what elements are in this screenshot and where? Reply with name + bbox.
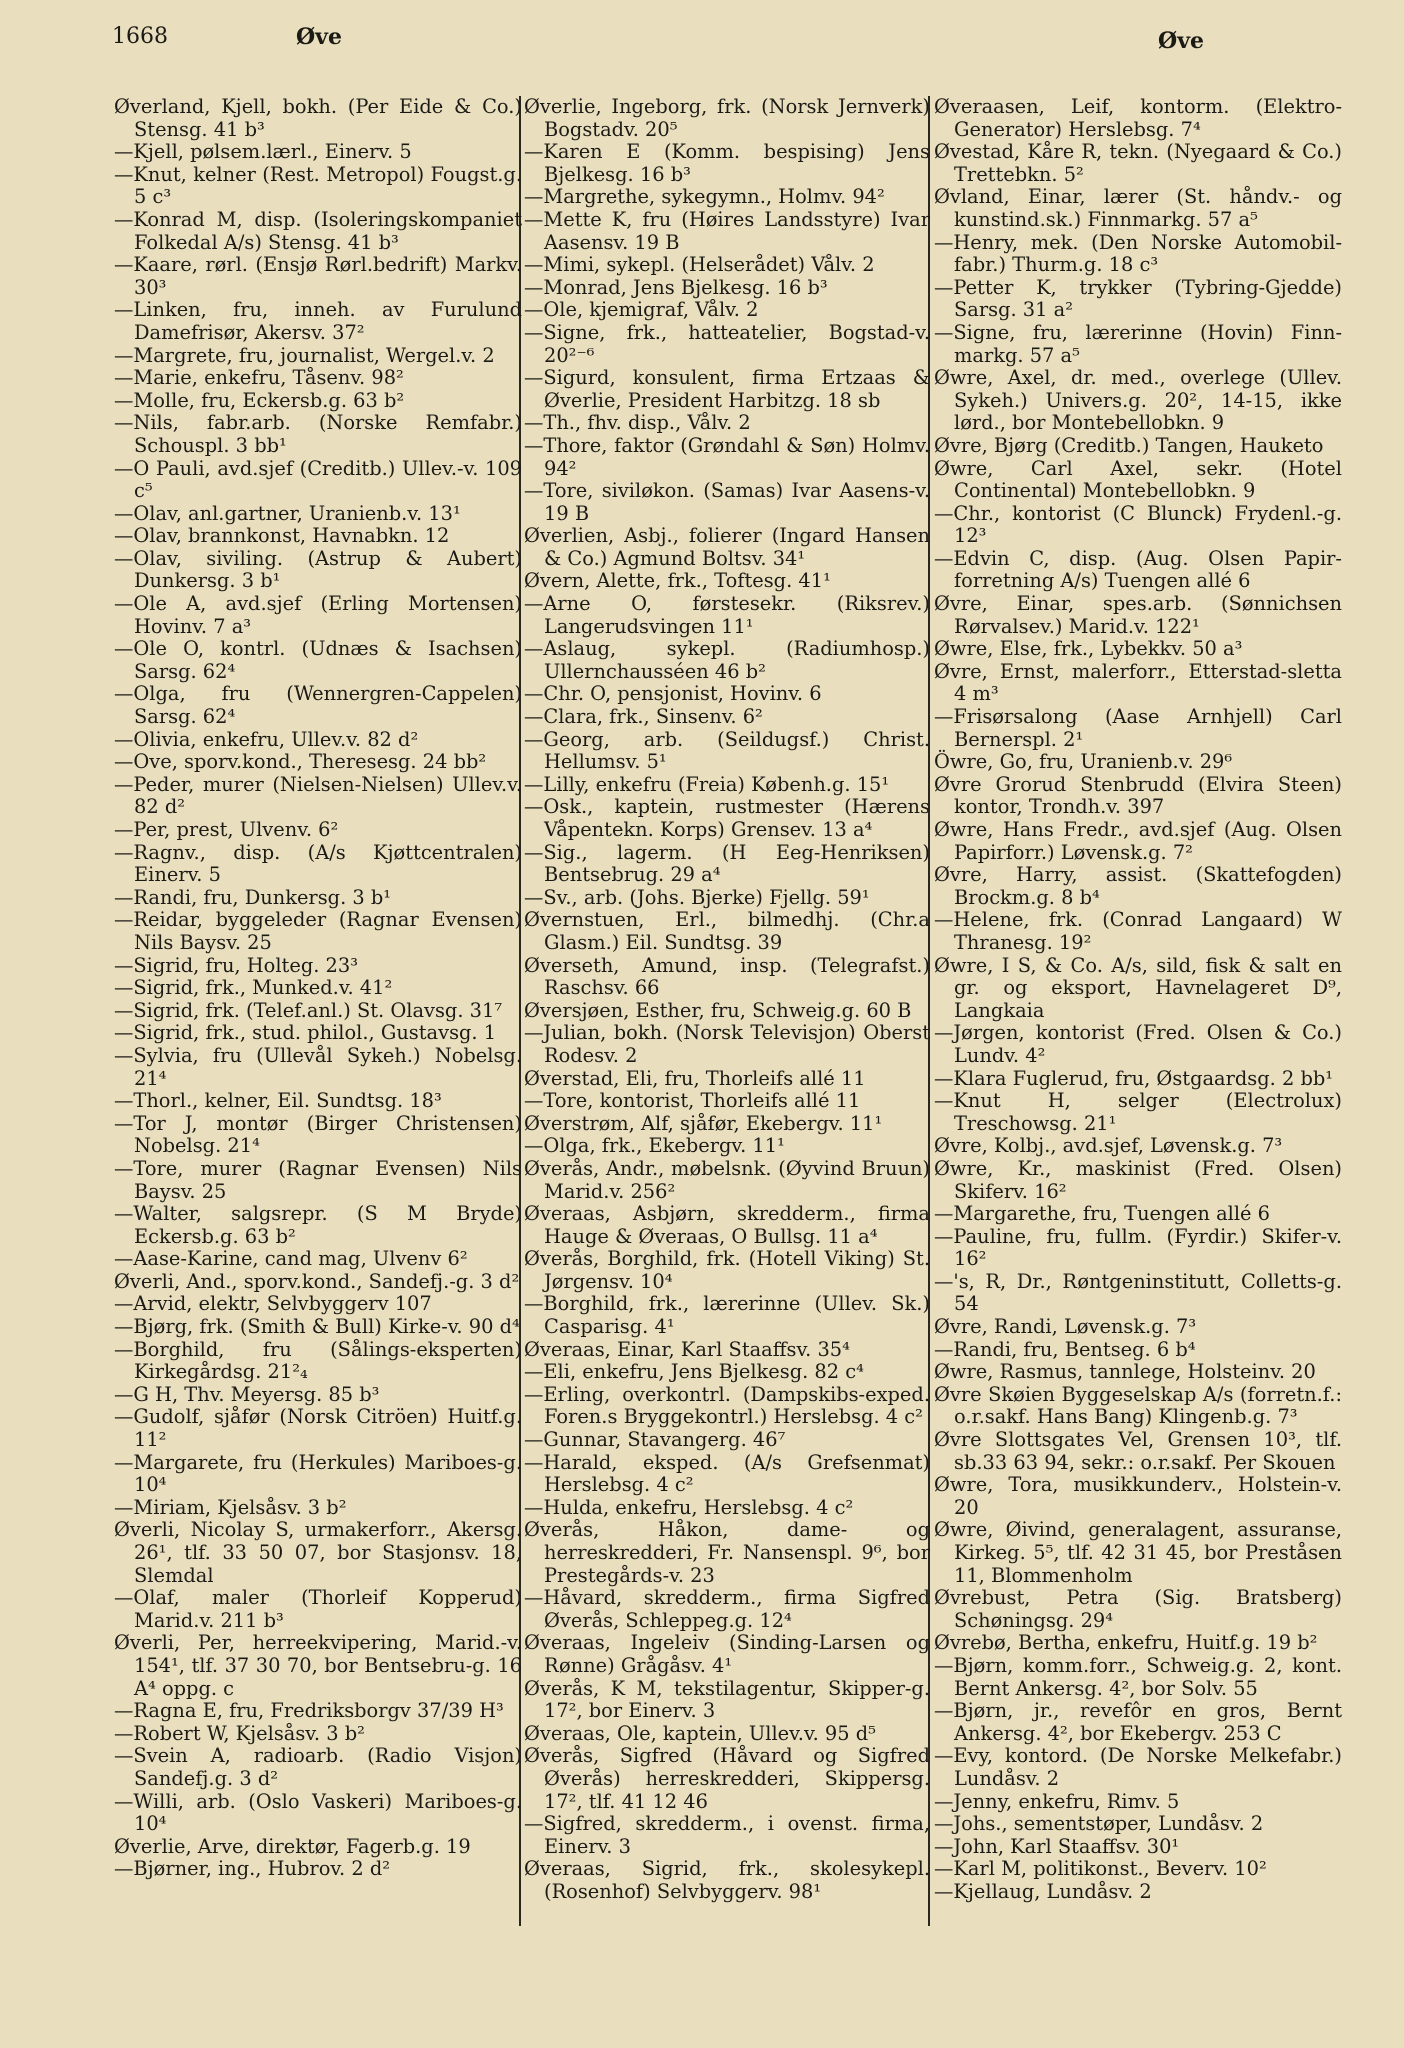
directory-entry: Øvre, Ernst, malerforr., Etterstad-sletta 4 m³ [934,659,1342,706]
directory-entry: Øveraas, Einar, Karl Staaffsv. 35⁴ [524,1337,850,1361]
directory-entry: —Sigrid, fru, Holteg. 23³ [114,953,359,977]
directory-entry: —Nils, fabr.arb. (Norske Remfabr.) Schouspl. 3 bb¹ [114,411,522,457]
directory-entry: —Mette K, fru (Høires Landsstyre) Ivar Aasensv. 19 B [524,207,930,254]
directory-entry: —Osk., kaptein, rustmester (Hærens Våpentekn. Korps) Grensev. 13 a⁴ [524,795,930,841]
directory-entry: —Sigfred, skredderm., i ovenst. firma, Einerv. 3 [524,1812,930,1858]
directory-entry: —Marie, enkefru, Tåsenv. 98² [114,366,404,390]
directory-entry: Øvestad, Kåre R, tekn. (Nyegaard & Co.) Trettebkn. 5² [934,140,1342,186]
directory-entry: —Hulda, enkefru, Herslebsg. 4 c² [524,1495,854,1519]
directory-entry: —Sigrid, frk., Munked.v. 41² [114,976,393,1000]
directory-entry: Øvre Slottsgates Vel, Grensen 10³, tlf. sb.33 63 94, sekr.: o.r.sakf. Per Skouen [934,1428,1342,1474]
directory-entry: —Olga, frk., Ekebergv. 11¹ [524,1134,785,1158]
directory-entry: Øverlie, Arve, direktør, Fagerb.g. 19 [114,1834,471,1858]
page-number: 1668 [112,24,168,49]
directory-entry: —Pauline, fru, fullm. (Fyrdir.) Skifer-v. 16² [934,1224,1342,1271]
directory-entry: —Ole, kjemigraf, Vålv. 2 [524,298,759,322]
directory-entry: —Margrethe, sykegymn., Holmv. 94² [524,185,885,209]
directory-entry: —Julian, bokh. (Norsk Televisjon) Oberst Rodesv. 2 [524,1021,930,1067]
directory-entry: —Clara, frk., Sinsenv. 6² [524,705,763,729]
directory-entry: Øveraas, Sigrid, frk., skolesykepl. (Rosenhof) Selvbyggerv. 98¹ [524,1857,930,1903]
directory-entry: —Willi, arb. (Oslo Vaskeri) Mariboes-g. 10⁴ [114,1789,522,1836]
directory-entry: Øvland, Einar, lærer (St. håndv.- og kunstind.sk.) Finnmarkg. 57 a⁵ [934,185,1342,231]
directory-entry: —Gunnar, Stavangerg. 46⁷ [524,1428,786,1452]
directory-entry: —Thorl., kelner, Eil. Sundtsg. 18³ [114,1089,442,1113]
directory-entry: Øverås, Andr., møbelsnk. (Øyvind Bruun) Marid.v. 256² [524,1156,930,1203]
directory-entry: —Karen E (Komm. bespising) Jens Bjelkesg. 16 b³ [524,140,930,186]
directory-entry: —Eli, enkefru, Jens Bjelkesg. 82 c⁴ [524,1360,864,1384]
directory-entry: —Harald, eksped. (A/s Grefsenmat) Herslebsg. 4 c² [524,1450,930,1497]
directory-entry: —Klara Fuglerud, fru, Østgaardsg. 2 bb¹ [934,1066,1334,1090]
directory-entry: —Aslaug, sykepl. (Radiumhosp.) Ullernchausséen 46 b² [524,637,930,683]
directory-entry: Øvre, Bjørg (Creditb.) Tangen, Hauketo [934,433,1324,457]
directory-entry: —Sigurd, konsulent, firma Ertzaas & Øverlie, President Harbitzg. 18 sb [524,366,930,412]
directory-entry: —Knut, kelner (Rest. Metropol) Fougst.g. 5 c³ [114,162,522,209]
directory-entry: Øwre, Hans Fredr., avd.sjef (Aug. Olsen Papirforr.) Løvensk.g. 7² [934,818,1342,864]
directory-entry: —Karl M, politikonst., Beverv. 10² [934,1857,1267,1881]
directory-entry: —Sigrid, frk. (Telef.anl.) St. Olavsg. 31⁷ [114,998,503,1022]
directory-entry: —Olav, siviling. (Astrup & Aubert) Dunkersg. 3 b¹ [114,546,522,593]
directory-entry: Øwre, Kr., maskinist (Fred. Olsen) Skiferv. 16² [934,1156,1342,1203]
directory-entry: —Kjellaug, Lundåsv. 2 [934,1879,1152,1903]
directory-entry: —Monrad, Jens Bjelkesg. 16 b³ [524,275,828,299]
directory-entry: —Bjørn, komm.forr., Schweig.g. 2, kont. Bernt Ankersg. 4², bor Solv. 55 [934,1653,1342,1700]
directory-entry: —Ove, sporv.kond., Theresesg. 24 bb² [114,750,487,774]
directory-entry: —Linken, fru, inneh. av Furulund Damefrisør, Akersv. 37² [114,298,522,344]
directory-entry: Øvre Grorud Stenbrudd (Elvira Steen) kontor, Trondh.v. 397 [934,772,1342,819]
directory-entry: Øvre Skøien Byggeselskap A/s (forretn.f.: o.r.sakf. Hans Bang) Klingenb.g. 7³ [934,1382,1342,1429]
directory-entry: —Aase-Karine, cand mag, Ulvenv 6² [114,1247,468,1271]
directory-entry: —Molle, fru, Eckersb.g. 63 b² [114,388,405,412]
directory-entry: —Bjørg, frk. (Smith & Bull) Kirke-v. 90 d⁴ [114,1315,520,1339]
directory-entry: —Helene, frk. (Conrad Langaard) W Thranesg. 19² [934,908,1342,954]
directory-entry: —Bjørner, ing., Hubrov. 2 d² [114,1857,391,1881]
directory-entry: —Erling, overkontrl. (Dampskibs-exped. Foren.s Bryggekontrl.) Herslebsg. 4 c² [524,1382,930,1429]
directory-entry: Øwre, Tora, musikkunderv., Holstein-v. 20 [934,1473,1342,1519]
directory-entry: Øverlien, Asbj., folierer (Ingard Hansen & Co.) Agmund Boltsv. 34¹ [524,524,930,570]
directory-entry: —Ole O, kontrl. (Udnæs & Isachsen) Sarsg. 62⁴ [114,637,522,683]
directory-entry: —Tore, siviløkon. (Samas) Ivar Aasens-v. 19 B [524,479,930,525]
directory-entry: —Margarethe, fru, Tuengen allé 6 [934,1202,1271,1226]
directory-entry: —Arne O, førstesekr. (Riksrev.) Langerudsvingen 11¹ [524,592,930,638]
page-header [112,18,1334,62]
directory-entry: Øverlie, Ingeborg, frk. (Norsk Jernverk) Bogstadv. 20⁵ [524,95,930,141]
column-3 [934,96,1342,1904]
directory-entry: —Randi, fru, Dunkersg. 3 b¹ [114,885,392,909]
directory-entry: Øverli, And., sporv.kond., Sandefj.-g. 3 d² [114,1269,520,1293]
directory-entry: Øwre, Rasmus, tannlege, Holsteinv. 20 [934,1360,1316,1384]
directory-entry: —G H, Thv. Meyersg. 85 b³ [114,1382,380,1406]
directory-entry: —Ragnv., disp. (A/s Kjøttcentralen) Einerv. 5 [114,840,522,887]
directory-entry: —Konrad M, disp. (Isoleringskompaniet Folkedal A/s) Stensg. 41 b³ [114,207,522,254]
directory-entry: —Mimi, sykepl. (Helserådet) Vålv. 2 [524,253,875,277]
directory-entry: —Borghild, frk., lærerinne (Ullev. Sk.) Casparisg. 4¹ [524,1292,930,1339]
directory-entry: Øverli, Nicolay S, urmakerforr., Akersg. 26¹, tlf. 33 50 07, bor Stasjonsv. 18, Slemdal [114,1518,522,1587]
directory-entry: —Bjørn, jr., revefôr en gros, Bernt Ankersg. 4², bor Ekebergv. 253 C [934,1699,1342,1745]
directory-entry: —Jenny, enkefru, Rimv. 5 [934,1789,1180,1813]
directory-entry: Øverås, Borghild, frk. (Hotell Viking) St. Jørgensv. 10⁴ [524,1247,930,1293]
directory-entry: —Håvard, skredderm., firma Sigfred Øverås, Schleppeg.g. 12⁴ [524,1586,930,1632]
directory-entry: —Svein A, radioarb. (Radio Visjon) Sandefj.g. 3 d² [114,1744,522,1790]
directory-entry: —Kjell, pølsem.lærl., Einerv. 5 [114,140,412,164]
directory-entry: —Th., fhv. disp., Vålv. 2 [524,411,751,435]
directory-entry: —Johs., sementstøper, Lundåsv. 2 [934,1812,1264,1836]
directory-entry: —Ole A, avd.sjef (Erling Mortensen) Hovinv. 7 a³ [114,592,522,638]
directory-entry: Øveraasen, Leif, kontorm. (Elektro-Generator) Herslebsg. 7⁴ [934,95,1342,141]
directory-entry: —Gudolf, sjåfør (Norsk Citröen) Huitf.g. 11² [114,1405,522,1452]
directory-entry: —Per, prest, Ulvenv. 6² [114,818,339,841]
directory-entry: Øvernstuen, Erl., bilmedhj. (Chr.a Glasm.) Eil. Sundtsg. 39 [524,908,930,954]
directory-entry: —Robert W, Kjelsåsv. 3 b² [114,1721,365,1745]
directory-entry: —Chr., kontorist (C Blunck) Frydenl.-g. 12³ [934,501,1342,548]
directory-entry: —Olav, brannkonst, Havnabkn. 12 [114,524,450,548]
directory-entry: —Olga, fru (Wennergren-Cappelen) Sarsg. 62⁴ [114,682,522,729]
directory-entry: —Olivia, enkefru, Ullev.v. 82 d² [114,727,419,751]
directory-entry: Øverås, Håkon, dame- og herreskredderi, Fr. Nansenspl. 9⁶, bor Prestegårds-v. 23 [524,1518,930,1587]
directory-entry: Øverstad, Eli, fru, Thorleifs allé 11 [524,1066,866,1090]
directory-entry: —Borghild, fru (Sålings-eksperten) Kirkegårdsg. 21²₄ [114,1337,522,1384]
directory-entry: —O Pauli, avd.sjef (Creditb.) Ullev.-v. 109 c⁵ [114,456,522,503]
directory-entry: —Knut H, selger (Electrolux) Treschowsg. 21¹ [934,1089,1342,1135]
right-guide-word: Øve [1158,28,1204,54]
directory-entry: —Georg, arb. (Seildugsf.) Christ. Hellumsv. 5¹ [524,727,930,774]
directory-entry: Øvern, Alette, frk., Toftesg. 41¹ [524,569,831,593]
directory-entry: Øwre, Axel, dr. med., overlege (Ullev. Sykeh.) Univers.g. 20², 14-15, ikke lørd., bor Montebellobkn. 9 [934,366,1342,435]
directory-entry: —Kaare, rørl. (Ensjø Rørl.bedrift) Markv. 30³ [114,253,522,299]
directory-entry: Øveraas, Ole, kaptein, Ullev.v. 95 d⁵ [524,1721,876,1745]
directory-entry: Øwre, Else, frk., Lybekkv. 50 a³ [934,637,1243,661]
left-guide-word: Øve [296,24,342,50]
column-2 [524,96,930,1904]
directory-entry: Öwre, Go, fru, Uranienb.v. 29⁶ [934,750,1233,774]
directory-entry: —Frisørsalong (Aase Arnhjell) Carl Bernerspl. 2¹ [934,705,1342,751]
directory-entry: —Olaf, maler (Thorleif Kopperud) Marid.v. 211 b³ [114,1586,522,1632]
directory-entry: —Lilly, enkefru (Freia) Københ.g. 15¹ [524,772,890,796]
directory-entry: Øveraas, Ingeleiv (Sinding-Larsen og Rønne) Grågåsv. 4¹ [524,1631,930,1677]
column-1 [114,96,522,1881]
directory-entry: —Edvin C, disp. (Aug. Olsen Papir-forretning A/s) Tuengen allé 6 [934,546,1342,593]
directory-entry: —John, Karl Staaffsv. 30¹ [934,1834,1180,1858]
directory-entry: —Thore, faktor (Grøndahl & Søn) Holmv. 94² [524,433,930,480]
directory-entry: —Margrete, fru, journalist, Wergel.v. 2 [114,343,495,367]
directory-entry: Øvre, Einar, spes.arb. (Sønnichsen Rørvalsev.) Marid.v. 122¹ [934,592,1342,638]
directory-entry: —Chr. O, pensjonist, Hovinv. 6 [524,682,822,706]
directory-entry: —Arvid, elektr, Selvbyggerv 107 [114,1292,432,1316]
directory-entry: Øverås, Sigfred (Håvard og Sigfred Øverås) herreskredderi, Skippersg. 17², tlf. 41 12 46 [524,1744,930,1813]
directory-entry: —Henry, mek. (Den Norske Automobil-fabr.) Thurm.g. 18 c³ [934,230,1342,277]
directory-entry: Øvrebust, Petra (Sig. Bratsberg) Schøningsg. 29⁴ [934,1586,1342,1632]
directory-entry: —Reidar, byggeleder (Ragnar Evensen) Nils Baysv. 25 [114,908,522,954]
directory-entry: —Signe, frk., hatteatelier, Bogstad-v. 20²⁻⁶ [524,320,930,367]
directory-entry: Øverland, Kjell, bokh. (Per Eide & Co.) Stensg. 41 b³ [114,95,522,141]
directory-entry: Øwre, I S, & Co. A/s, sild, fisk & salt en gr. og eksport, Havnelageret D⁹, Langkaia [934,953,1342,1022]
directory-entry: —Walter, salgsrepr. (S M Bryde) Eckersb.g. 63 b² [114,1202,522,1248]
directory-entry: —Tore, kontorist, Thorleifs allé 11 [524,1089,861,1113]
directory-entry: —Olav, anl.gartner, Uranienb.v. 13¹ [114,501,461,525]
directory-entry: Øverås, K M, tekstilagentur, Skipper-g. 17², bor Einerv. 3 [524,1676,930,1723]
directory-entry: Øverli, Per, herreekvipering, Marid.-v. 154¹, tlf. 37 30 70, bor Bentsebru-g. 16 A⁴ oppg. c [114,1631,522,1700]
directory-entry: —Signe, fru, lærerinne (Hovin) Finn-markg. 57 a⁵ [934,320,1342,367]
directory-entry: Øwre, Øivind, generalagent, assuranse, Kirkeg. 5⁵, tlf. 42 31 45, bor Preståsen 11, Blommenholm [934,1518,1342,1587]
directory-entry: —Tor J, montør (Birger Christensen) Nobelsg. 21⁴ [114,1111,522,1158]
directory-entry: —Sylvia, fru (Ullevål Sykeh.) Nobelsg. 21⁴ [114,1043,522,1090]
directory-entry: Øverstrøm, Alf, sjåfør, Ekebergv. 11¹ [524,1111,883,1135]
directory-entry: Øvrebø, Bertha, enkefru, Huitf.g. 19 b² [934,1631,1318,1655]
directory-entry: Øveraas, Asbjørn, skredderm., firma Hauge & Øveraas, O Bullsg. 11 a⁴ [524,1202,930,1248]
directory-entry: —Margarete, fru (Herkules) Mariboes-g. 10⁴ [114,1450,522,1497]
directory-entry: —Sv., arb. (Johs. Bjerke) Fjellg. 59¹ [524,885,870,909]
directory-entry: —Tore, murer (Ragnar Evensen) Nils Baysv. 25 [114,1156,522,1203]
directory-entry: —Miriam, Kjelsåsv. 3 b² [114,1495,347,1519]
directory-entry: —Evy, kontord. (De Norske Melkefabr.) Lundåsv. 2 [934,1744,1342,1790]
directory-entry: —'s, R, Dr., Røntgeninstitutt, Colletts-g. 54 [934,1269,1342,1316]
directory-entry: —Sigrid, frk., stud. philol., Gustavsg. 1 [114,1021,497,1045]
directory-entry: Øwre, Carl Axel, sekr. (Hotel Continental) Montebellobkn. 9 [934,456,1342,503]
directory-entry: Øvre, Kolbj., avd.sjef, Løvensk.g. 7³ [934,1134,1283,1158]
directory-entry: —Ragna E, fru, Fredriksborgv 37/39 H³ [114,1699,504,1723]
directory-entry: —Peder, murer (Nielsen-Nielsen) Ullev.v. 82 d² [114,772,522,819]
directory-entry: —Petter K, trykker (Tybring-Gjedde) Sarsg. 31 a² [934,275,1342,322]
directory-entry: Øvre, Randi, Løvensk.g. 7³ [934,1315,1197,1339]
directory-entry: —Jørgen, kontorist (Fred. Olsen & Co.) Lundv. 4² [934,1021,1342,1067]
directory-entry: —Sig., lagerm. (H Eeg-Henriksen) Bentsebrug. 29 a⁴ [524,840,930,887]
directory-entry: —Randi, fru, Bentseg. 6 b⁴ [934,1337,1196,1361]
directory-entry: Øversjøen, Esther, fru, Schweig.g. 60 B [524,998,912,1022]
directory-entry: Øverseth, Amund, insp. (Telegrafst.) Raschsv. 66 [524,953,930,1000]
directory-entry: Øvre, Harry, assist. (Skattefogden) Brockm.g. 8 b⁴ [934,863,1342,909]
